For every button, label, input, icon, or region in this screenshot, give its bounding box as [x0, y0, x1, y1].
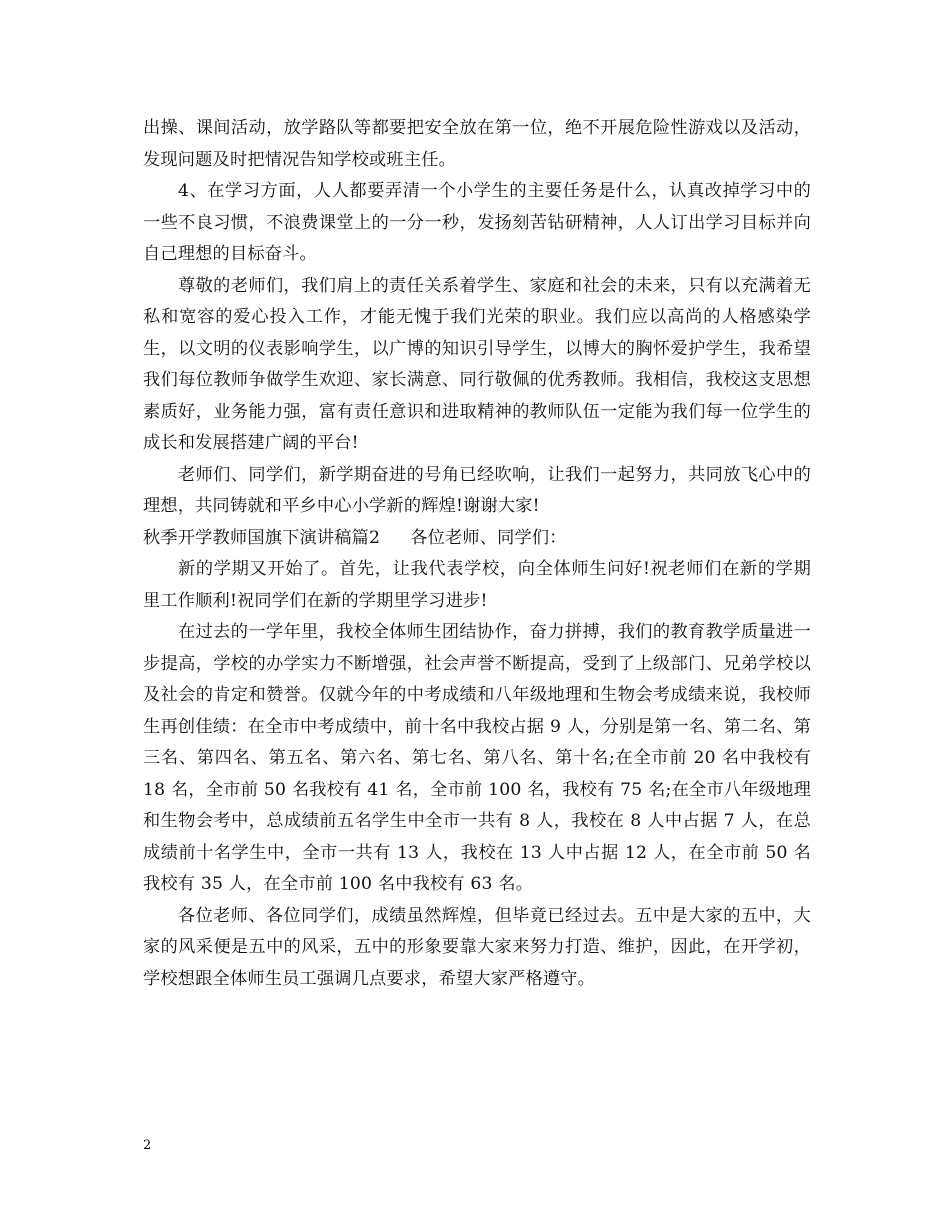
paragraph-achievements: 在过去的一学年里，我校全体师生团结协作，奋力拼搏，我们的教育教学质量进一步提高，学校的办学实力不断增强，社会声誉不断提高，受到了上级部门、兄弟学校以及社会的肯定和赞誉。仅就今年的中考成绩和八年级地理和生物会考成绩来说，我校师生再创佳绩：在全市中考成绩中，前十名中我校占据 9 人，分别是第一名、第二名、第三名、第四名、第五名、第六名、第七名、第八名、第十名;在全市前 20 名中我校有 18 名，全市前 50 名我校有 41 名，全市前 100 名，我校有 75 名;在全市八年级地理和生物会考中，总成绩前五名学生中全市一共有 8 人，我校在 8 人中占据 7 人，在总成绩前十名学生中，全市一共有 13 人，我校在 13 人中占据 12 人，在全市前 50 名我校有 35 人，在全市前 100 名中我校有 63 名。	[143, 622, 811, 894]
section-title: 秋季开学教师国旗下演讲稿篇2	[143, 527, 381, 548]
page-number: 2	[143, 1138, 152, 1153]
document-body	[143, 113, 811, 995]
paragraph-teachers: 尊敬的老师们，我们肩上的责任关系着学生、家庭和社会的未来，只有以充满着无私和宽容的爱心投入工作，才能无愧于我们光荣的职业。我们应以高尚的人格感染学生，以文明的仪表影响学生，以广博的知识引导学生，以博大的胸怀爱护学生，我希望我们每位教师争做学生欢迎、家长满意、同行敬佩的优秀教师。我相信，我校这支思想素质好，业务能力强，富有责任意识和进取精神的教师队伍一定能为我们每一位学生的成长和发展搭建广阔的平台!	[143, 275, 811, 453]
salutation: 各位老师、同学们：	[410, 527, 567, 548]
paragraph-study: 4、在学习方面，人人都要弄清一个小学生的主要任务是什么，认真改掉学习中的一些不良习惯，不浪费课堂上的一分一秒，发扬刻苦钻研精神，人人订出学习目标并向自己理想的目标奋斗。	[143, 181, 811, 264]
paragraph-safety-continued: 出操、课间活动，放学路队等都要把安全放在第一位，绝不开展危险性游戏以及活动，发现问题及时把情况告知学校或班主任。	[143, 118, 811, 170]
paragraph-new-semester: 新的学期又开始了。首先，让我代表学校，向全体师生问好!祝老师们在新的学期里工作顺利!祝同学们在新的学期里学习进步!	[143, 559, 811, 611]
paragraph-requirements: 各位老师、各位同学们，成绩虽然辉煌，但毕竟已经过去。五中是大家的五中，大家的风采便是五中的风采，五中的形象要靠大家来努力打造、维护，因此，在开学初，学校想跟全体师生员工强调几点要求，希望大家严格遵守。	[143, 905, 811, 989]
paragraph-closing: 老师们、同学们，新学期奋进的号角已经吹响，让我们一起努力，共同放飞心中的理想，共同铸就和平乡中心小学新的辉煌!谢谢大家!	[143, 464, 811, 516]
section-heading	[143, 523, 811, 555]
